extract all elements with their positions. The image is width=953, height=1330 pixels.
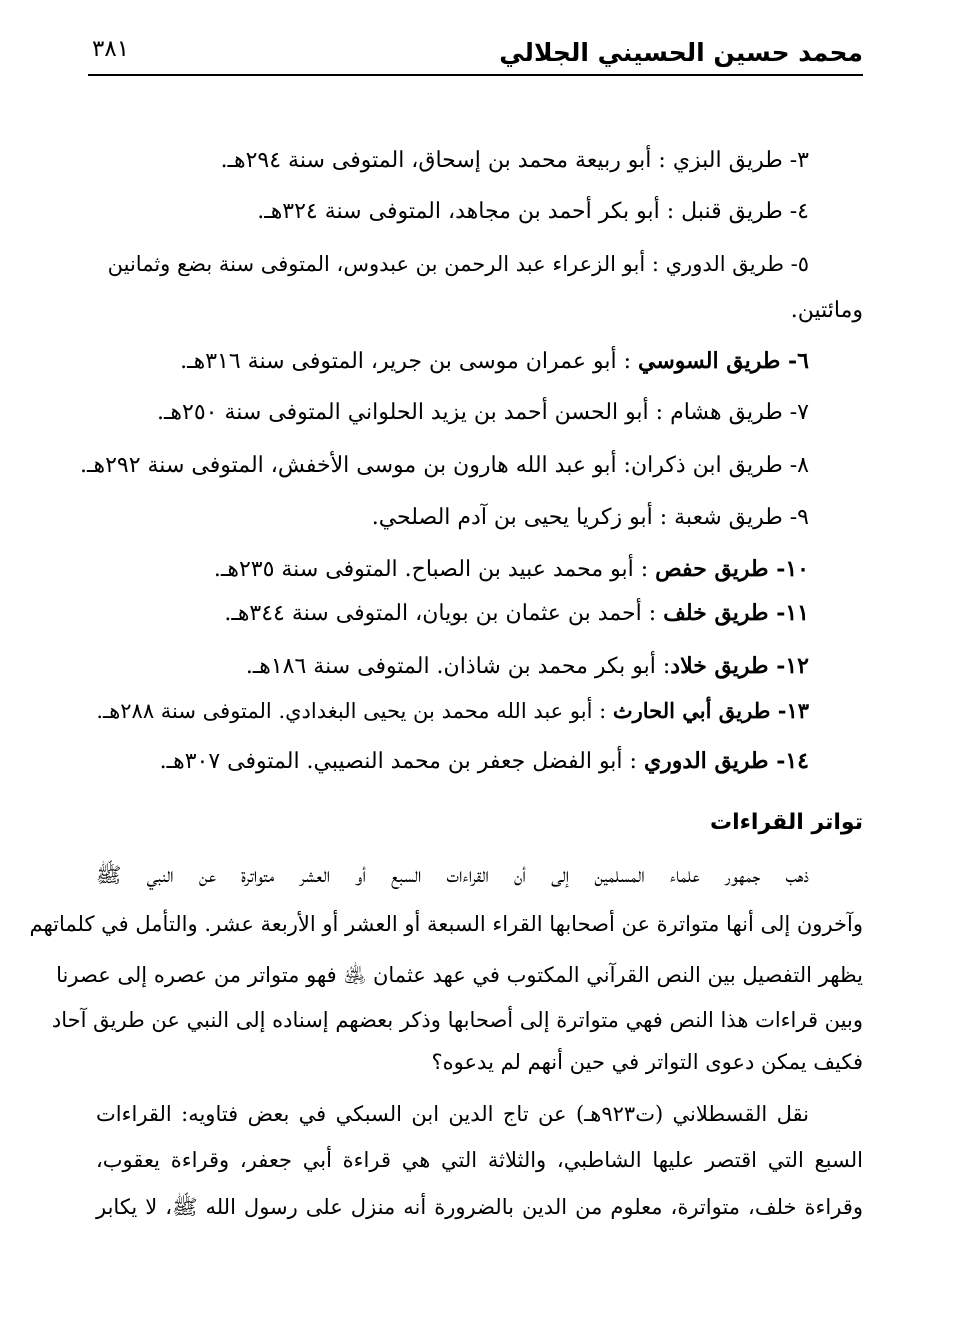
list-item bbox=[257, 201, 809, 223]
list-item-label: ٥- طريق الدوري bbox=[665, 252, 809, 276]
list-item-text: : أبو الزعراء عبد الرحمن بن عبدوس، المتوفى سنة بضع وثمانين bbox=[107, 252, 666, 276]
list-item bbox=[246, 655, 809, 678]
list-item-label: ١٢- طريق خلاد bbox=[670, 653, 809, 679]
list-item bbox=[224, 602, 809, 625]
paragraph-line: وآخرون إلى أنها متواترة عن أصحابها القراء السبعة أو العشر أو الأربعة عشر. والتأمل في كلماتهم bbox=[29, 912, 863, 936]
list-item bbox=[80, 455, 809, 477]
list-item bbox=[108, 254, 809, 275]
list-item-text: : أبو ربيعة محمد بن إسحاق، المتوفى سنة ٢٩٤هـ. bbox=[220, 148, 673, 173]
paragraph-line: فكيف يمكن دعوى التواتر في حين أنهم لم يدعوه؟ bbox=[431, 1050, 863, 1074]
list-item-text: : أبو عبد الله محمد بن يحيى البغدادي. المتوفى سنة ٢٨٨هـ. bbox=[96, 699, 613, 723]
list-item bbox=[96, 700, 809, 722]
list-item-label: ٧- طريق هشام bbox=[670, 400, 809, 425]
list-item-text: : أبو زكريا يحيى بن آدم الصلحي. bbox=[371, 505, 675, 530]
paragraph-line: وبين قراءات هذا النص فهي متواترة إلى أصحابها وذكر بعضهم إسناده إلى النبي عن طريق آحاد bbox=[51, 1008, 863, 1032]
list-item-label: ١١- طريق خلف bbox=[663, 600, 809, 626]
list-item-label: ٨- طريق ابن ذكران bbox=[630, 453, 809, 478]
list-item-label: ٦- طريق السوسي bbox=[638, 348, 809, 374]
running-title: محمد حسين الحسيني الجلالي bbox=[499, 38, 863, 67]
list-item-text: : أبو الحسن أحمد بن يزيد الحلواني المتوفى سنة ٢٥٠هـ. bbox=[156, 400, 671, 425]
paragraph-line: ذهب جمهور علماء المسلمين إلى أن القراءات السبع أو العشر متواترة عن النبي ﷺ bbox=[96, 863, 809, 887]
list-item-label: ١٠- طريق حفص bbox=[655, 556, 809, 582]
list-item bbox=[372, 507, 809, 529]
page-number: ٣٨١ bbox=[92, 36, 130, 62]
list-item bbox=[221, 150, 809, 172]
list-item-label: ١٤- طريق الدوري bbox=[643, 748, 809, 774]
list-item-text: : أبو عمران موسى بن جرير، المتوفى سنة ٣١٦هـ. bbox=[180, 349, 639, 374]
list-item bbox=[180, 350, 809, 373]
paragraph-line: نقل القسطلاني (ت٩٢٣هـ) عن تاج الدين ابن السبكي في بعض فتاويه: القراءات bbox=[96, 1102, 809, 1126]
list-item-text: : أبو الفضل جعفر بن محمد النصيبي. المتوفى ٣٠٧هـ. bbox=[159, 749, 644, 774]
list-item bbox=[214, 558, 809, 581]
list-item-text: : أبو عبد الله هارون بن موسى الأخفش، المتوفى سنة ٢٩٢هـ. bbox=[80, 453, 631, 478]
list-item bbox=[157, 402, 809, 424]
list-item-text: : أبو بكر محمد بن شاذان. المتوفى سنة ١٨٦هـ. bbox=[245, 654, 671, 679]
page-header bbox=[88, 34, 863, 76]
list-item-label: ٣- طريق البزي bbox=[672, 148, 809, 173]
paragraph-line: وقراءة خلف، متواترة، معلوم من الدين بالضرورة أنه منزل على رسول الله ﷺ، لا يكابر bbox=[96, 1195, 863, 1219]
list-item-label: ٩- طريق شعبة bbox=[674, 505, 809, 530]
list-item bbox=[160, 750, 809, 773]
section-title: تواتر القراءات bbox=[710, 810, 863, 835]
list-item-label: ٤- طريق قنبل bbox=[681, 199, 809, 224]
list-item-text: : أبو محمد عبيد بن الصباح. المتوفى سنة ٢٣٥هـ. bbox=[213, 557, 656, 582]
list-item-continuation: ومائتين. bbox=[790, 298, 863, 323]
list-item-text: : أبو بكر أحمد بن مجاهد، المتوفى سنة ٣٢٤هـ. bbox=[257, 199, 682, 224]
paragraph-line: يظهر التفصيل بين النص القرآني المكتوب في عهد عثمان ﵁ فهو متواتر من عصره إلى عصرنا bbox=[56, 963, 863, 987]
list-item-text: : أحمد بن عثمان بن بويان، المتوفى سنة ٣٤٤هـ. bbox=[224, 601, 664, 626]
list-item-label: ١٣- طريق أبي الحارث bbox=[612, 698, 809, 723]
paragraph-line: السبع التي اقتصر عليها الشاطبي، والثلاثة التي هي قراءة أبي جعفر، وقراءة يعقوب، bbox=[96, 1148, 863, 1172]
